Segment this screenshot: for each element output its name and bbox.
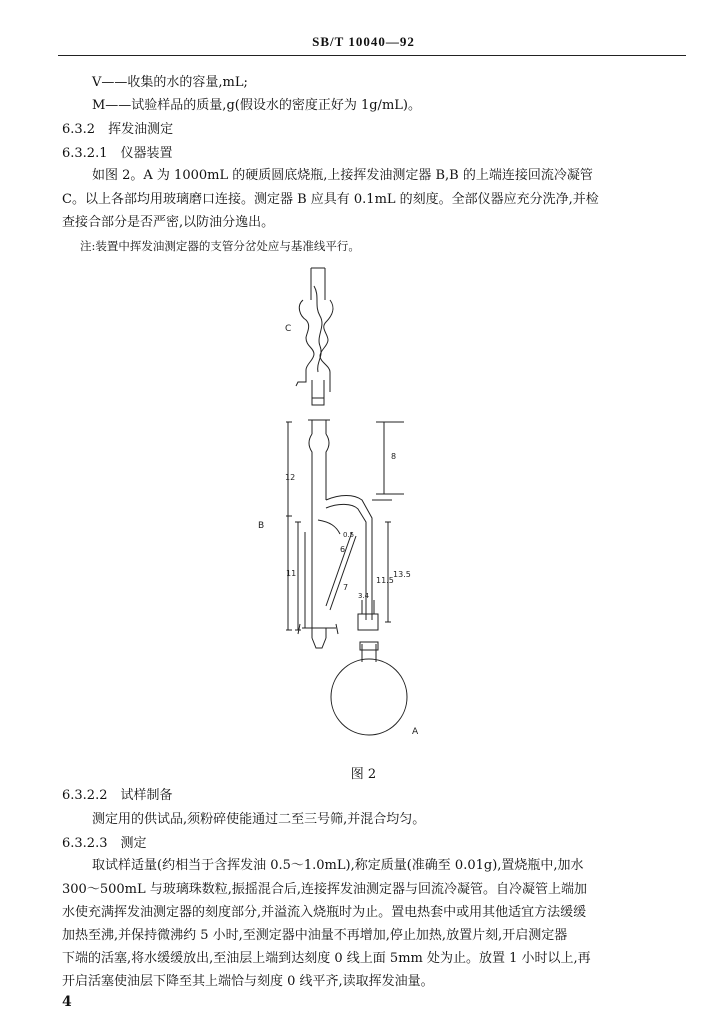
para-10: 开启活塞使油层下降至其上端恰与刻度 0 线平齐,读取挥发油量。 [62, 974, 434, 989]
figure-caption: 图 2 [350, 767, 377, 782]
dim-3-4: 3.4 [358, 592, 370, 600]
dim-0-5: 0.5 [343, 531, 355, 539]
figure-2-apparatus [240, 262, 470, 742]
dim-13-5: 13.5 [393, 570, 411, 579]
sec-6-3-2-1: 6.3.2.1 仪器装置 [62, 146, 173, 161]
para-2: C。以上各部均用玻璃磨口连接。测定器 B 应具有 0.1mL 的刻度。全部仪器应充分洗净,并检 [62, 192, 599, 207]
label-a: A [412, 727, 419, 737]
page-number: 4 [62, 994, 72, 1010]
def-m: M——试验样品的质量,g(假设水的密度正好为 1g/mL)。 [92, 98, 421, 113]
para-9: 下端的活塞,将水缓缓放出,至油层上端到达刻度 0 线上面 5mm 处为止。放置 1 小时以上,再 [62, 951, 591, 966]
label-c: C [285, 324, 292, 334]
header-rule [58, 55, 686, 56]
sec-6-3-2: 6.3.2 挥发油测定 [62, 122, 174, 137]
para-3: 查接合部分是否严密,以防油分逸出。 [62, 215, 275, 230]
label-b: B [258, 521, 265, 531]
para-4: 测定用的供试品,须粉碎使能通过二至三号筛,并混合均匀。 [92, 812, 426, 827]
def-v: V——收集的水的容量,mL; [92, 75, 248, 90]
dim-8: 8 [391, 452, 397, 461]
sec-6-3-2-3: 6.3.2.3 测定 [62, 836, 147, 851]
para-7: 水使充满挥发油测定器的刻度部分,并溢流入烧瓶时为止。置电热套中或用其他适宜方法缓缓 [62, 905, 587, 920]
para-5: 取试样适量(约相当于含挥发油 0.5～1.0mL),称定质量(准确至 0.01g),置烧瓶中,加水 [92, 858, 584, 873]
para-8: 加热至沸,并保持微沸约 5 小时,至测定器中油量不再增加,停止加热,放置片刻,开启测定器 [62, 928, 568, 943]
dim-11: 11 [286, 569, 297, 578]
document-header: SB/T 10040—92 [312, 34, 415, 49]
para-1: 如图 2。A 为 1000mL 的硬质圆底烧瓶,上接挥发油测定器 B,B 的上端连接回流冷凝管 [92, 168, 593, 183]
dim-7: 7 [343, 583, 349, 592]
sec-6-3-2-2: 6.3.2.2 试样制备 [62, 788, 173, 803]
note: 注:装置中挥发油测定器的支管分岔处应与基准线平行。 [80, 239, 360, 253]
dim-6: 6 [340, 545, 346, 554]
dim-12: 12 [285, 473, 296, 482]
para-6: 300～500mL 与玻璃珠数粒,振摇混合后,连接挥发油测定器与回流冷凝管。自冷凝管上端加 [62, 882, 587, 897]
dim-11-5: 11.5 [376, 576, 394, 585]
